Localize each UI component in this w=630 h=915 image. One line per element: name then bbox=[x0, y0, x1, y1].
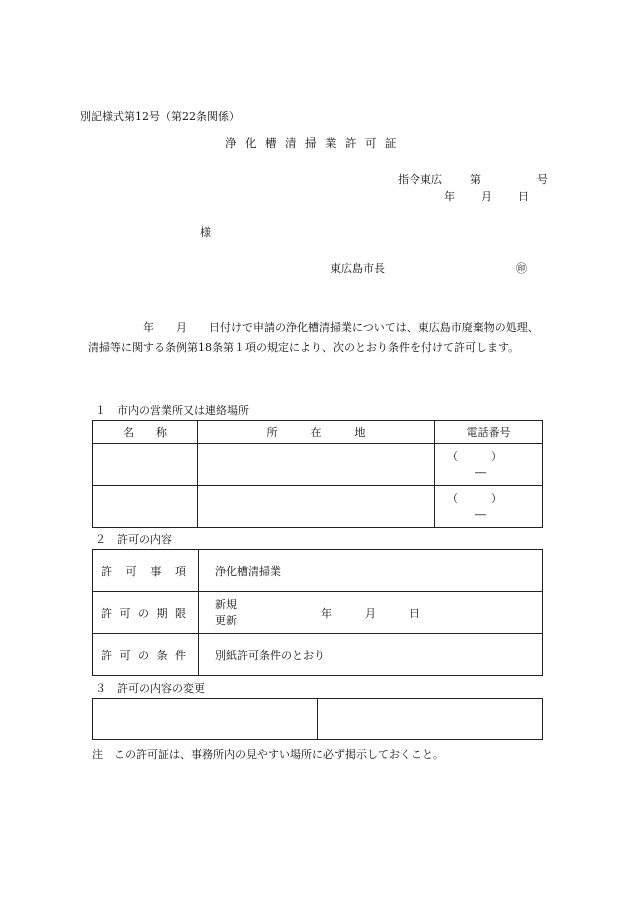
body-text: 年 月 日付けで申請の浄化槽清掃業については、東広島市廃棄物の処理、清掃等に関する条例第18条第１項の規定により、次のとおり条件を付けて許可します。 bbox=[88, 321, 539, 354]
table-row bbox=[93, 550, 543, 592]
term-date: 年 月 日 bbox=[321, 606, 420, 620]
document-title: 浄化槽清掃業許可証 bbox=[225, 136, 405, 150]
section1-heading: １ 市内の営業所又は連絡場所 bbox=[95, 404, 249, 417]
office-address-cell bbox=[198, 444, 435, 486]
reference-dai: 第 bbox=[470, 173, 481, 186]
permit-condition-label: 許可の条件 bbox=[93, 634, 199, 676]
table-row bbox=[93, 486, 543, 528]
phone-area: （ ） bbox=[447, 449, 502, 463]
permit-item-value: 浄化槽清掃業 bbox=[199, 550, 543, 592]
issue-date bbox=[444, 188, 529, 204]
office-phone-cell bbox=[435, 486, 543, 528]
note-text: 注 この許可証は、事務所内の見やすい場所に必ず掲示しておくこと。 bbox=[92, 748, 444, 761]
term-option-new: 新規 bbox=[215, 597, 237, 611]
issue-month: 月 bbox=[481, 190, 492, 203]
issue-day: 日 bbox=[518, 190, 529, 203]
table-row bbox=[93, 634, 543, 676]
permit-item-label: 許可事項 bbox=[93, 550, 199, 592]
permit-term-label: 許可の期限 bbox=[93, 592, 199, 634]
seal-mark: ㊞ bbox=[516, 262, 527, 275]
permit-condition-value: 別紙許可条件のとおり bbox=[199, 634, 543, 676]
issue-year: 年 bbox=[444, 190, 455, 203]
header-address: 所 在 地 bbox=[198, 421, 435, 444]
form-number: 別記様式第12号（第22条関係） bbox=[80, 110, 240, 123]
issuer-name: 東広島市長 bbox=[330, 262, 385, 275]
reference-number bbox=[398, 171, 548, 187]
addressee-suffix: 様 bbox=[200, 226, 211, 239]
office-name-cell bbox=[93, 486, 198, 528]
table-row bbox=[93, 592, 543, 634]
office-name-cell bbox=[93, 444, 198, 486]
permit-term-value bbox=[199, 592, 543, 634]
term-option-renew: 更新 bbox=[215, 613, 237, 627]
section2-heading: ２ 許可の内容 bbox=[95, 533, 172, 546]
permit-change-table bbox=[92, 698, 543, 740]
office-address-cell bbox=[198, 486, 435, 528]
table-row bbox=[93, 444, 543, 486]
reference-prefix: 指令東広 bbox=[398, 173, 442, 186]
change-cell-left bbox=[93, 699, 318, 740]
office-table bbox=[92, 420, 543, 528]
section3-heading: ３ 許可の内容の変更 bbox=[95, 682, 205, 695]
office-phone-cell bbox=[435, 444, 543, 486]
header-phone: 電話番号 bbox=[435, 421, 543, 444]
phone-dash: ― bbox=[475, 465, 486, 479]
change-cell-right bbox=[318, 699, 543, 740]
phone-dash: ― bbox=[475, 507, 486, 521]
header-name: 名 称 bbox=[93, 421, 198, 444]
phone-area: （ ） bbox=[447, 491, 502, 505]
permit-content-table bbox=[92, 549, 543, 676]
table-row bbox=[93, 699, 543, 740]
reference-go: 号 bbox=[537, 173, 548, 186]
